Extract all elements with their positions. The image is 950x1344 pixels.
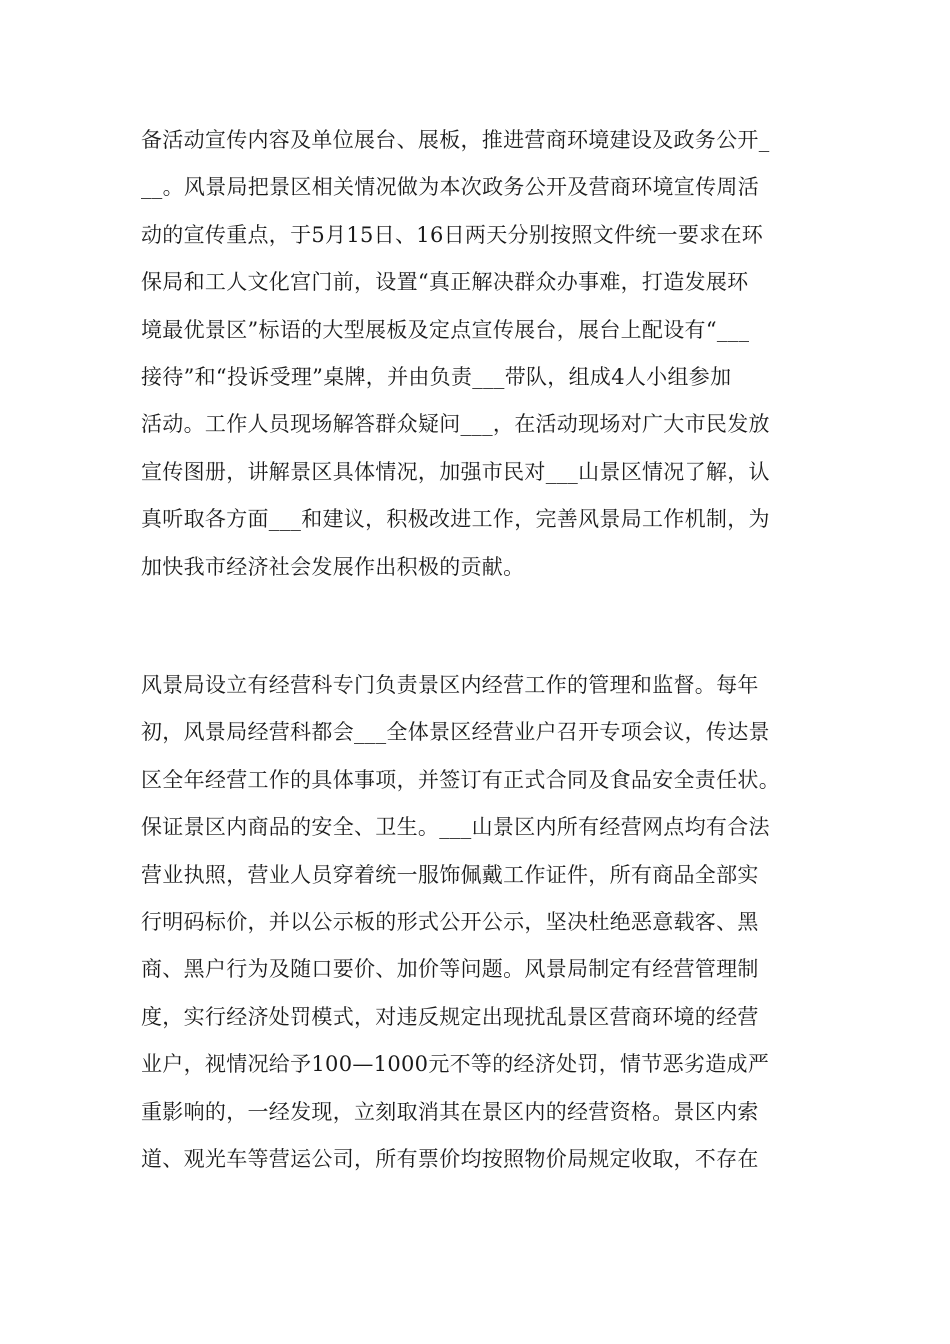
text-line: 备活动宣传内容及单位展台、展板，推进营商环境建设及政务公开_ <box>141 128 770 152</box>
text-line: 境最优景区”标语的大型展板及定点宣传展台，展台上配设有“___ <box>141 317 750 342</box>
text-line: 保局和工人文化宫门前，设置“真正解决群众办事难，打造发展环 <box>141 270 749 295</box>
text-line: 度，实行经济处罚模式，对违反规定出现扰乱景区营商环境的经营 <box>141 1004 759 1029</box>
text-line: 商、黑户行为及随口要价、加价等问题。风景局制定有经营管理制 <box>141 957 759 982</box>
text-line: 业户，视情况给予100—1000元不等的经济处罚，情节恶劣造成严 <box>141 1052 770 1077</box>
paragraph-1 <box>141 117 821 591</box>
text-line: 风景局设立有经营科专门负责景区内经营工作的管理和监督。每年 <box>141 673 759 697</box>
text-line: 加快我市经济社会发展作出积极的贡献。 <box>141 554 525 579</box>
text-line: __。风景局把景区相关情况做为本次政务公开及营商环境宣传周活 <box>141 175 759 200</box>
text-line: 活动。工作人员现场解答群众疑问___，在活动现场对广大市民发放 <box>141 412 770 437</box>
text-line: 道、观光车等营运公司，所有票价均按照物价局规定收取，不存在 <box>141 1146 759 1171</box>
text-line: 重影响的，一经发现，立刻取消其在景区内的经营资格。景区内索 <box>141 1099 759 1124</box>
text-line: 行明码标价，并以公示板的形式公开公示，坚决杜绝恶意载客、黑 <box>141 909 759 934</box>
text-line: 初，风景局经营科都会___全体景区经营业户召开专项会议，传达景 <box>141 720 770 745</box>
text-line: 宣传图册，讲解景区具体情况，加强市民对___山景区情况了解，认 <box>141 459 770 484</box>
paragraph-2 <box>141 662 821 1183</box>
text-line: 接待”和“投诉受理”桌牌，并由负责___带队，组成4人小组参加 <box>141 364 732 389</box>
text-line: 区全年经营工作的具体事项，并签订有正式合同及食品安全责任状。 <box>141 767 780 792</box>
text-line: 动的宣传重点，于5月15日、16日两天分别按照文件统一要求在环 <box>141 222 764 247</box>
text-line: 真听取各方面___和建议，积极改进工作，完善风景局工作机制，为 <box>141 507 770 532</box>
text-line: 营业执照，营业人员穿着统一服饰佩戴工作证件，所有商品全部实 <box>141 862 759 887</box>
text-line: 保证景区内商品的安全、卫生。___山景区内所有经营网点均有合法 <box>141 815 770 840</box>
